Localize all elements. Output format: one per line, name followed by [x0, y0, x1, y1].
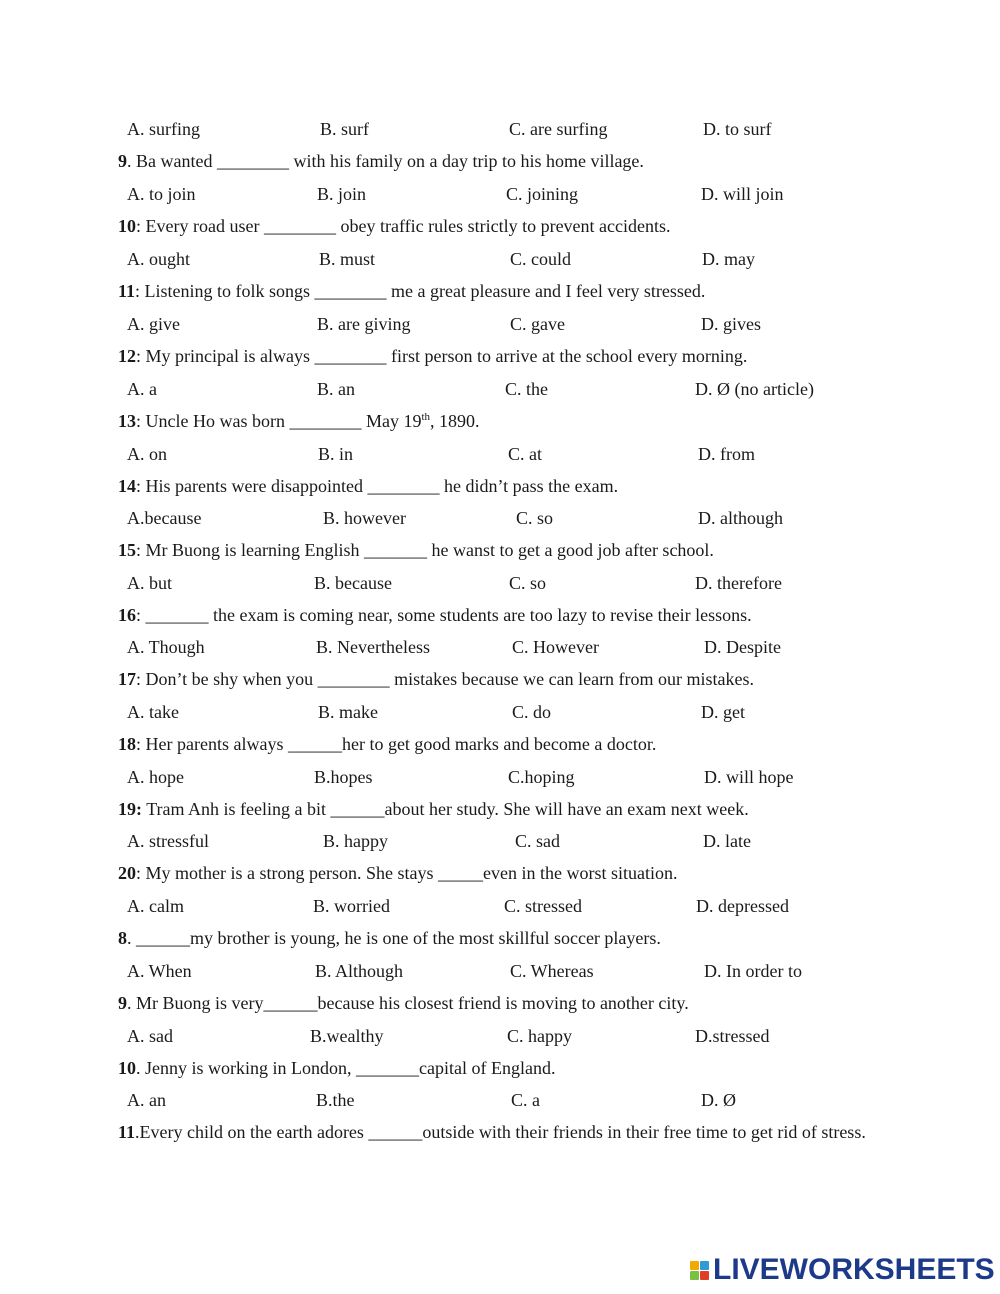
question-body: His parents were disappointed ________ he didn’t pass the exam. [145, 476, 619, 496]
option-b[interactable]: B.wealthy [310, 1026, 384, 1046]
option-a[interactable]: A. take [127, 702, 179, 722]
option-c[interactable]: C. do [512, 702, 552, 722]
question-body: Don’t be shy when you ________ mistakes because we can learn from our mistakes. [145, 669, 755, 689]
option-b[interactable]: B. surf [320, 119, 369, 139]
option-a[interactable]: A. surfing [127, 119, 200, 139]
option-c[interactable]: C. are surfing [509, 119, 608, 139]
question-body: Every road user ________ obey traffic rules strictly to prevent accidents. [145, 216, 671, 236]
option-a[interactable]: A. a [127, 379, 157, 399]
question-body: Mr Buong is very______because his closest friend is moving to another city. [136, 993, 689, 1013]
option-d[interactable]: D. get [701, 702, 745, 722]
question-separator: : [136, 216, 146, 236]
option-d[interactable]: D. therefore [695, 573, 782, 593]
option-a[interactable]: A. hope [127, 767, 184, 787]
question-body: My principal is always ________ first person to arrive at the school every morning. [145, 346, 748, 366]
option-b[interactable]: B. Although [315, 961, 404, 981]
option-a[interactable]: A. an [127, 1090, 166, 1110]
question-separator: : [136, 669, 146, 689]
question-body: Mr Buong is learning English _______ he wanst to get a good job after school. [145, 540, 714, 560]
option-b[interactable]: B. happy [323, 831, 388, 851]
question-number: 20 [118, 863, 136, 883]
question-separator: . [135, 1122, 140, 1142]
question-text [118, 1121, 898, 1143]
option-b[interactable]: B. an [317, 379, 355, 399]
question-text [118, 733, 656, 755]
question-body: ______my brother is young, he is one of the most skillful soccer players. [136, 928, 661, 948]
option-c[interactable]: C. so [516, 508, 554, 528]
option-b[interactable]: B. worried [313, 896, 390, 916]
question-body-end: , 1890. [430, 411, 480, 431]
question-text [118, 150, 644, 172]
question-text [118, 280, 705, 302]
question-text [118, 862, 677, 884]
question-number: 17 [118, 669, 136, 689]
question-separator: : [136, 540, 146, 560]
question-body: Jenny is working in London, _______capital of England. [145, 1058, 556, 1078]
question-text [118, 1057, 555, 1079]
option-b[interactable]: B. must [319, 249, 376, 269]
question-number: 11 [118, 281, 136, 301]
question-body: Her parents always ______her to get good marks and become a doctor. [145, 734, 657, 754]
question-text [118, 410, 480, 432]
option-d[interactable]: D. will hope [704, 767, 794, 787]
option-a[interactable]: A. on [127, 444, 167, 464]
option-d[interactable]: D. Ø [701, 1090, 736, 1110]
option-b[interactable]: B. in [318, 444, 354, 464]
logo-tile-1 [690, 1261, 699, 1270]
ordinal-suffix: th [421, 411, 431, 423]
question-number: 9 [118, 993, 127, 1013]
question-separator: : [136, 734, 146, 754]
option-d[interactable]: D. although [698, 508, 783, 528]
question-separator: . [127, 993, 136, 1013]
option-c[interactable]: C. stressed [504, 896, 582, 916]
option-c[interactable]: C. at [508, 444, 542, 464]
option-a[interactable]: A. Though [127, 637, 205, 657]
option-c[interactable]: C. sad [515, 831, 560, 851]
question-separator: . [127, 928, 136, 948]
option-c[interactable]: C. Whereas [510, 961, 594, 981]
question-number: 18 [118, 734, 136, 754]
question-text [118, 668, 754, 690]
option-a[interactable]: A. ought [127, 249, 190, 269]
option-b[interactable]: B.the [316, 1090, 355, 1110]
option-c[interactable]: C. joining [506, 184, 579, 204]
option-d[interactable]: D. depressed [696, 896, 789, 916]
option-a[interactable]: A. stressful [127, 831, 209, 851]
option-c[interactable]: C. so [509, 573, 547, 593]
question-body: Listening to folk songs ________ me a great pleasure and I feel very stressed. [144, 281, 706, 301]
option-b[interactable]: B. however [323, 508, 406, 528]
option-a[interactable]: A. but [127, 573, 172, 593]
option-b[interactable]: B. make [318, 702, 378, 722]
logo-text: LIVEWORKSHEETS [713, 1253, 995, 1286]
question-body: Ba wanted ________ with his family on a day trip to his home village. [136, 151, 644, 171]
question-separator: . [127, 151, 136, 171]
option-b[interactable]: B. join [317, 184, 367, 204]
question-separator: : [136, 605, 146, 625]
option-c[interactable]: C. gave [510, 314, 565, 334]
option-c[interactable]: C. a [511, 1090, 540, 1110]
option-b[interactable]: B.hopes [314, 767, 373, 787]
question-text [118, 345, 747, 367]
question-number: 11 [118, 1122, 136, 1142]
option-a[interactable]: A.because [127, 508, 202, 528]
liveworksheets-logo [690, 1253, 995, 1287]
question-number: 10 [118, 216, 136, 236]
question-body: Uncle Ho was born ________ May 19 [145, 411, 422, 431]
question-number: 19: [118, 799, 142, 819]
option-a[interactable]: A. give [127, 314, 180, 334]
option-b[interactable]: B. Nevertheless [316, 637, 430, 657]
option-d[interactable]: D. Despite [704, 637, 781, 657]
option-c[interactable]: C. happy [507, 1026, 572, 1046]
question-separator: : [135, 281, 145, 301]
question-text [118, 927, 661, 949]
question-text [118, 215, 671, 237]
logo-tile-3 [690, 1271, 699, 1280]
question-number: 8 [118, 928, 127, 948]
option-d[interactable]: D.stressed [695, 1026, 770, 1046]
option-a[interactable]: A. sad [127, 1026, 173, 1046]
question-number: 12 [118, 346, 136, 366]
question-text [118, 475, 618, 497]
option-c[interactable]: C. However [512, 637, 599, 657]
question-number: 13 [118, 411, 136, 431]
question-number: 9 [118, 151, 127, 171]
option-d[interactable]: D. Ø (no article) [695, 379, 814, 399]
question-body: _______ the exam is coming near, some students are too lazy to revise their lessons. [145, 605, 752, 625]
question-separator: : [136, 863, 146, 883]
option-d[interactable]: D. to surf [703, 119, 772, 139]
option-d[interactable]: D. In order to [704, 961, 802, 981]
option-b[interactable]: B. are giving [317, 314, 411, 334]
option-c[interactable]: C.hoping [508, 767, 575, 787]
question-separator: : [136, 346, 146, 366]
option-d[interactable]: D. late [703, 831, 751, 851]
option-d[interactable]: D. will join [701, 184, 784, 204]
logo-mark-icon [690, 1261, 709, 1280]
option-c[interactable]: C. the [505, 379, 548, 399]
option-c[interactable]: C. could [510, 249, 571, 269]
question-text [118, 992, 689, 1014]
question-separator: . [136, 1058, 145, 1078]
option-a[interactable]: A. calm [127, 896, 184, 916]
question-separator: : [136, 411, 146, 431]
question-body: Tram Anh is feeling a bit ______about her study. She will have an exam next week. [146, 799, 749, 819]
option-b[interactable]: B. because [314, 573, 392, 593]
option-d[interactable]: D. from [698, 444, 755, 464]
question-number: 10 [118, 1058, 136, 1078]
question-body: Every child on the earth adores ______outside with their friends in their free time to get rid of stress. [139, 1122, 866, 1142]
question-number: 14 [118, 476, 136, 496]
logo-tile-2 [700, 1261, 709, 1270]
question-text [118, 604, 752, 626]
option-a[interactable]: A. to join [127, 184, 196, 204]
question-number: 16 [118, 605, 136, 625]
question-text [118, 798, 749, 820]
logo-tile-4 [700, 1271, 709, 1280]
question-number: 15 [118, 540, 136, 560]
question-text [118, 539, 714, 561]
question-separator: : [136, 476, 146, 496]
option-d[interactable]: D. gives [701, 314, 761, 334]
question-body: My mother is a strong person. She stays _____even in the worst situation. [145, 863, 678, 883]
option-a[interactable]: A. When [127, 961, 192, 981]
option-d[interactable]: D. may [702, 249, 755, 269]
